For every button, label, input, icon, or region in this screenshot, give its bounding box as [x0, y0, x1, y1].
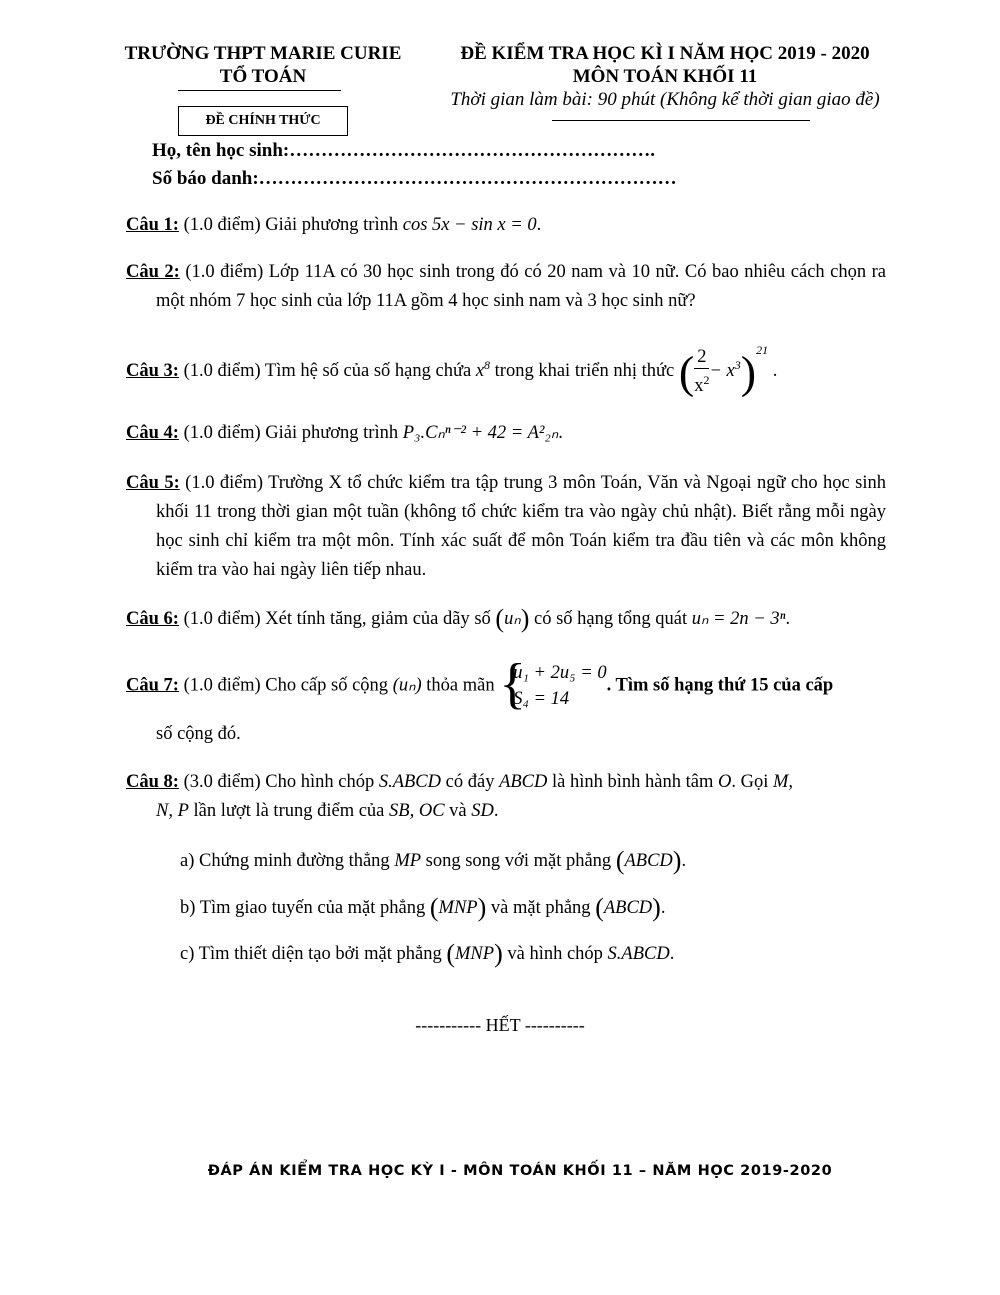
sequence: (uₙ)	[495, 604, 530, 633]
question-label: Câu 6:	[126, 609, 179, 629]
end-mark: ----------- HẾT ----------	[415, 1015, 585, 1035]
punctuation: .	[558, 423, 563, 443]
question-label: Câu 1:	[126, 215, 179, 235]
question-label: Câu 5:	[126, 473, 180, 493]
question-2	[126, 258, 886, 316]
answer-key-title: ĐÁP ÁN KIỂM TRA HỌC KỲ I - MÔN TOÁN KHỐI 11 – NĂM HỌC 2019-2020	[207, 1163, 833, 1179]
question-7-continued: số cộng đó.	[156, 724, 241, 744]
question-6	[126, 604, 886, 634]
question-8	[126, 768, 886, 797]
center-point: O	[717, 772, 732, 792]
question-text: (1.0 điểm) Tìm hệ số của số hạng chứa	[183, 361, 472, 381]
question-text: (1.0 điểm) Giải phương trình	[183, 423, 399, 443]
segments: SB, OC	[389, 801, 445, 821]
question-text-3: . Tìm số hạng thứ 15 của cấp	[606, 675, 834, 696]
question-1	[126, 211, 886, 240]
question-text: (3.0 điểm) Cho hình chóp	[183, 772, 375, 792]
exam-subject: MÔN TOÁN KHỐI 11	[572, 66, 758, 87]
base-name: ABCD	[499, 772, 548, 792]
question-5	[126, 469, 886, 585]
fraction: $\frac{2}{x^2}$	[694, 347, 710, 397]
question-8-line-2	[126, 797, 886, 826]
punctuation: .	[772, 361, 778, 381]
question-text-2: có số hạng tổng quát	[534, 609, 688, 629]
sequence: (uₙ)	[392, 675, 422, 696]
question-label: Câu 8:	[126, 772, 179, 792]
question-4	[126, 419, 886, 448]
question-text-2: thỏa mãn	[426, 675, 495, 696]
student-name-line: Họ, tên học sinh:………………………………………………….	[152, 140, 655, 161]
question-text: (1.0 điểm) Cho cấp số cộng	[183, 675, 389, 696]
question-8b: b) Tìm giao tuyến của mặt phẳng (MNP) và mặt phẳng (ABCD).	[180, 893, 666, 922]
school-name: TRƯỜNG THPT MARIE CURIE	[124, 43, 402, 64]
question-text: (1.0 điểm) Lớp 11A có 30 học sinh trong đó có 20 nam và 10 nữ. Có bao nhiêu cách chọn ra một nhóm 7 học sinh của lớp 11A gồm 4 học sinh nam và 3 học sinh nữ?	[156, 262, 887, 311]
question-text-2: trong khai triển nhị thức	[494, 361, 675, 381]
equation-system: { u₁ + 2u₅ = 0 S₄ = 14	[499, 653, 607, 715]
punctuation: .	[493, 801, 499, 821]
question-label: Câu 2:	[126, 262, 180, 282]
term-variable: $x^8$	[475, 357, 491, 381]
points-n-p: N, P	[156, 801, 189, 821]
question-text: có đáy	[445, 772, 495, 792]
question-label: Câu 7:	[126, 675, 179, 696]
question-text: và	[449, 801, 467, 821]
question-8c: c) Tìm thiết diện tạo bởi mặt phẳng (MNP) và hình chóp S.ABCD.	[180, 939, 675, 968]
exam-header	[430, 42, 900, 111]
question-7	[126, 653, 886, 715]
equation: P₃.Cₙⁿ⁻² + 42 = A²₂ₙ	[402, 423, 559, 443]
question-3	[126, 336, 886, 397]
segment-sd: SD	[471, 801, 494, 821]
official-exam-box: ĐỀ CHÍNH THỨC	[178, 106, 348, 136]
punctuation: .	[536, 215, 542, 235]
question-text: (1.0 điểm) Xét tính tăng, giảm của dãy số	[183, 609, 491, 629]
question-label: Câu 4:	[126, 423, 179, 443]
equation-1: u₁ + 2u₅ = 0	[513, 663, 607, 683]
punctuation: .	[785, 609, 791, 629]
school-header	[108, 42, 418, 88]
question-8a: a) Chứng minh đường thẳng MP song song với mặt phẳng (ABCD).	[180, 846, 687, 875]
question-text: là hình bình hành tâm	[552, 772, 714, 792]
binomial-expression: ( $\frac{2}{x^2}$ − $x^3)^{21}$	[678, 343, 769, 398]
equation-2: S₄ = 14	[513, 689, 570, 709]
exam-duration: Thời gian làm bài: 90 phút (Không kể thời gian giao đề)	[450, 89, 880, 110]
pyramid-name: S.ABCD	[378, 772, 442, 792]
general-term: uₙ = 2n − 3ⁿ	[691, 609, 786, 629]
question-label: Câu 3:	[126, 361, 179, 381]
question-text: (1.0 điểm) Trường X tổ chức kiểm tra tập trung 3 môn Toán, Văn và Ngoại ngữ cho học sinh khối 11 trong thời gian một tuần (không tổ chức kiểm tra vào ngày chủ nhật). Biết rằng mỗi ngày học sinh chỉ kiểm tra một môn. Tính xác suất để môn Toán kiểm tra đầu tiên và các môn không kiểm tra vào hai ngày liên tiếp nhau.	[156, 473, 886, 580]
equation: cos 5x − sin x = 0	[402, 215, 537, 235]
question-text: . Gọi	[731, 772, 769, 792]
department-name: TỔ TOÁN	[219, 66, 307, 87]
student-id-line: Số báo danh:…………………………………………………………	[152, 168, 677, 189]
header-left-rule	[178, 90, 341, 91]
point-m: M,	[772, 772, 794, 792]
question-text: (1.0 điểm) Giải phương trình	[183, 215, 399, 235]
header-right-rule	[552, 120, 810, 121]
question-text: lần lượt là trung điểm của	[193, 801, 385, 821]
exam-title: ĐỀ KIỂM TRA HỌC KÌ I NĂM HỌC 2019 - 2020	[460, 43, 870, 64]
